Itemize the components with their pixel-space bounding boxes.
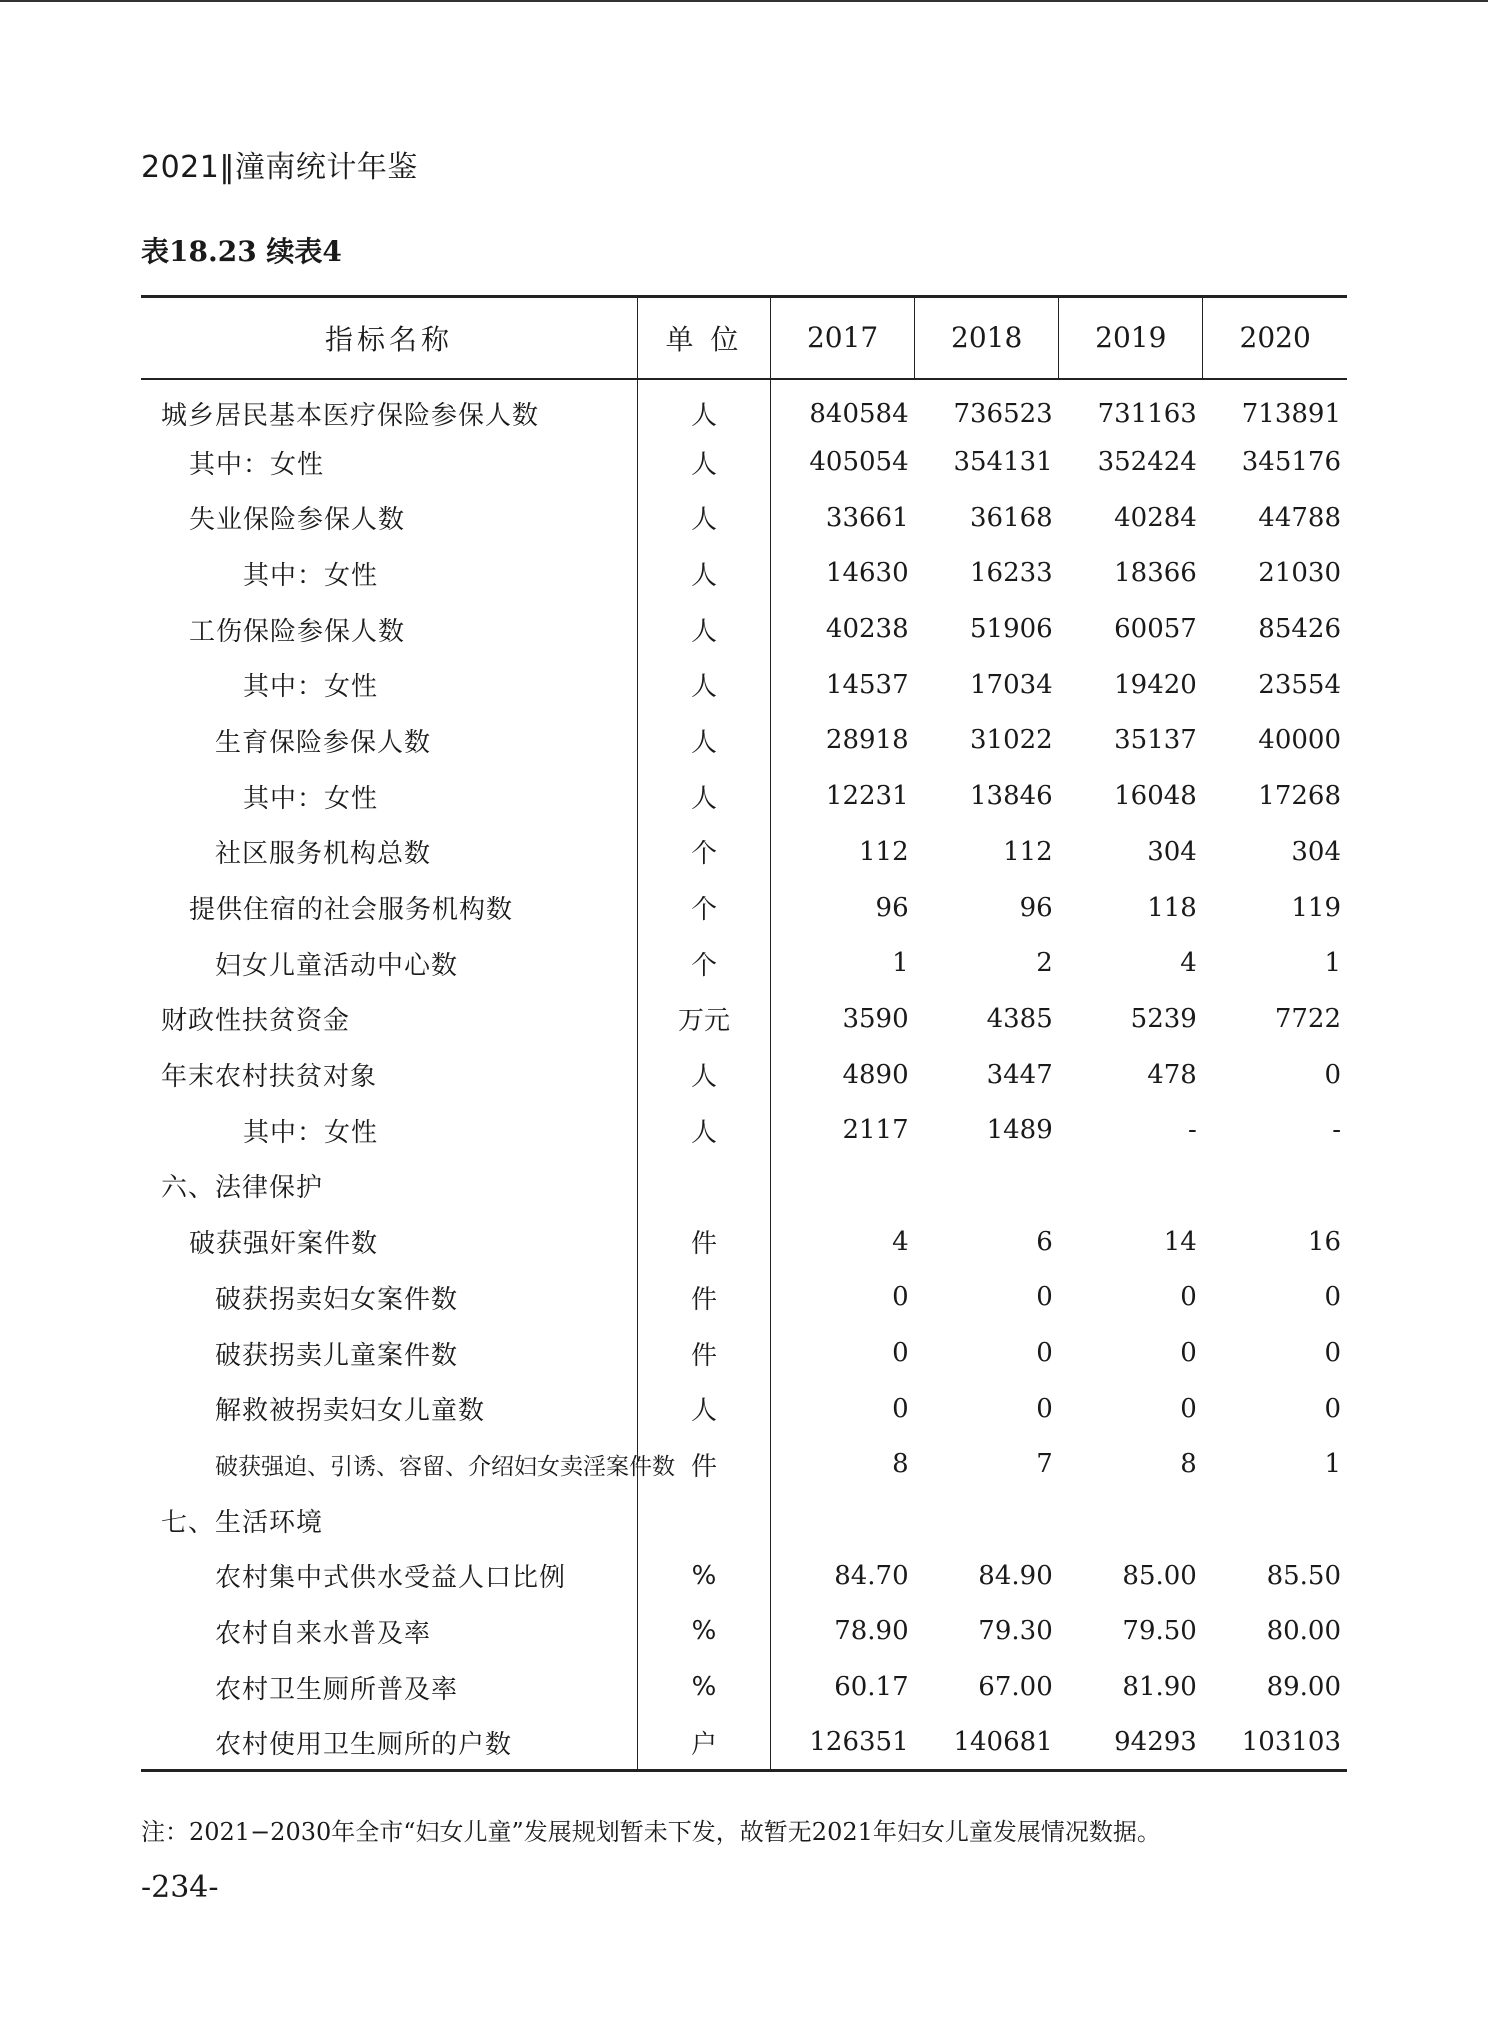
cell-value-2020: 40000 [1258, 725, 1341, 756]
cell-value-2017: 28918 [825, 725, 909, 756]
cell-value-2017 [771, 1158, 915, 1214]
table-row [141, 713, 1347, 769]
cell-value-2018: 4385 [986, 1003, 1053, 1034]
cell-value-2018: 3447 [986, 1059, 1053, 1090]
cell-value-2018: 67.00 [978, 1672, 1053, 1703]
cell-value-2018: 354131 [953, 447, 1053, 478]
cell-value-2019: 94293 [1059, 1715, 1203, 1771]
cell-value-2020 [1203, 1158, 1347, 1214]
table-row [141, 1492, 1347, 1548]
cell-value-2018: 16233 [970, 558, 1053, 589]
cell-value-2017: 0 [892, 1393, 909, 1424]
page-number: -234- [141, 1870, 219, 1905]
cell-value-2019: 81.90 [1122, 1672, 1197, 1703]
top-rule [0, 0, 1488, 2]
cell-value-2017: 126351 [771, 1715, 915, 1771]
table-row [141, 1659, 1347, 1715]
row-unit: % [637, 1659, 770, 1715]
cell-value-2020: 89.00 [1266, 1672, 1341, 1703]
row-unit [637, 1492, 770, 1548]
row-label: 工伤保险参保人数 [189, 616, 406, 647]
row-unit: 件 [637, 1325, 770, 1381]
table-header-row [141, 297, 1347, 379]
row-label: 年末农村扶贫对象 [161, 1062, 378, 1093]
row-unit: 人 [637, 490, 770, 546]
statistics-table-container [141, 295, 1347, 1772]
cell-value-2018 [915, 1492, 1059, 1548]
column-header-unit: 单 位 [637, 297, 770, 379]
table-row [141, 379, 1347, 435]
cell-value-2020: 0 [1324, 1059, 1341, 1090]
row-label: 失业保险参保人数 [189, 505, 406, 536]
row-label: 社区服务机构总数 [215, 839, 432, 870]
cell-value-2020: 0 [1324, 1393, 1341, 1424]
row-label: 破获强迫、引诱、容留、介绍妇女卖淫案件数 [215, 1453, 675, 1480]
table-row [141, 1214, 1347, 1270]
row-label: 城乡居民基本医疗保险参保人数 [161, 401, 540, 432]
table-row [141, 1270, 1347, 1326]
row-unit: 人 [637, 1102, 770, 1158]
cell-value-2018: 140681 [915, 1715, 1059, 1771]
table-row [141, 768, 1347, 824]
table-row [141, 657, 1347, 713]
cell-value-2019: 85.00 [1122, 1560, 1197, 1591]
cell-value-2017: 14537 [825, 669, 909, 700]
row-unit: 个 [637, 880, 770, 936]
cell-value-2020: 0 [1324, 1338, 1341, 1369]
cell-value-2017: 96 [875, 892, 909, 923]
running-header: 2021‖潼南统计年鉴 [141, 150, 418, 185]
cell-value-2018: 6 [1036, 1226, 1053, 1257]
table-row [141, 546, 1347, 602]
cell-value-2017: 4 [892, 1226, 909, 1257]
row-unit: 人 [637, 713, 770, 769]
cell-value-2020: 16 [1307, 1226, 1341, 1257]
cell-value-2018: 36168 [970, 502, 1053, 533]
row-unit: 件 [637, 1214, 770, 1270]
row-label: 其中：女性 [189, 449, 325, 480]
row-label: 六、法律保护 [161, 1173, 324, 1204]
column-header-name: 指标名称 [141, 297, 637, 379]
cell-value-2020: 85.50 [1266, 1560, 1341, 1591]
cell-value-2017: 78.90 [834, 1616, 909, 1647]
cell-value-2018: 736523 [953, 398, 1053, 429]
cell-value-2018: 51906 [970, 614, 1053, 645]
cell-value-2019: - [1188, 1115, 1197, 1146]
row-unit: 万元 [637, 991, 770, 1047]
cell-value-2017: 3590 [842, 1003, 909, 1034]
cell-value-2017: 14630 [825, 558, 909, 589]
cell-value-2019: 8 [1180, 1449, 1197, 1480]
row-unit: 人 [637, 379, 770, 435]
column-header-year: 2019 [1059, 297, 1203, 379]
cell-value-2019: 19420 [1114, 669, 1197, 700]
table-row [141, 1548, 1347, 1604]
row-unit: 件 [637, 1270, 770, 1326]
cell-value-2020: 80.00 [1266, 1616, 1341, 1647]
cell-value-2017: 405054 [809, 447, 909, 478]
cell-value-2017: 60.17 [834, 1672, 909, 1703]
cell-value-2018: 31022 [970, 725, 1053, 756]
row-label: 其中：女性 [243, 560, 379, 591]
row-label: 农村自来水普及率 [215, 1618, 432, 1649]
cell-value-2020: 7722 [1274, 1003, 1341, 1034]
row-label: 其中：女性 [243, 783, 379, 814]
row-unit: 人 [637, 601, 770, 657]
cell-value-2018: 13846 [970, 781, 1053, 812]
cell-value-2019: 60057 [1114, 614, 1197, 645]
cell-value-2018: 112 [1003, 836, 1053, 867]
row-label: 妇女儿童活动中心数 [215, 950, 459, 981]
cell-value-2019: 0 [1180, 1393, 1197, 1424]
row-unit: 人 [637, 1381, 770, 1437]
cell-value-2018: 79.30 [978, 1616, 1053, 1647]
row-label: 解救被拐卖妇女儿童数 [215, 1396, 486, 1427]
row-unit: 件 [637, 1437, 770, 1493]
cell-value-2020: 85426 [1258, 614, 1341, 645]
row-label: 农村卫生厕所普及率 [215, 1674, 459, 1705]
cell-value-2019: 79.50 [1122, 1616, 1197, 1647]
cell-value-2017: 4890 [842, 1059, 909, 1090]
row-label: 其中：女性 [243, 1117, 379, 1148]
cell-value-2020: 345176 [1241, 447, 1341, 478]
cell-value-2019: 18366 [1114, 558, 1197, 589]
row-label: 财政性扶贫资金 [161, 1006, 351, 1037]
cell-value-2017: 84.70 [834, 1560, 909, 1591]
cell-value-2019: 16048 [1114, 781, 1197, 812]
cell-value-2017: 40238 [825, 614, 909, 645]
row-label: 农村使用卫生厕所的户数 [141, 1715, 637, 1771]
table-row [141, 991, 1347, 1047]
cell-value-2017: 12231 [825, 781, 909, 812]
table-row [141, 1325, 1347, 1381]
cell-value-2019: 118 [1147, 892, 1197, 923]
table-row [141, 1102, 1347, 1158]
table-row [141, 1604, 1347, 1660]
cell-value-2018: 96 [1019, 892, 1053, 923]
cell-value-2017: 112 [858, 836, 909, 867]
cell-value-2018 [915, 1158, 1059, 1214]
row-unit: 个 [637, 824, 770, 880]
cell-value-2017: 0 [892, 1338, 909, 1369]
cell-value-2020: 23554 [1258, 669, 1341, 700]
cell-value-2020: 17268 [1258, 781, 1341, 812]
cell-value-2017: 8 [892, 1449, 909, 1480]
row-unit: % [637, 1548, 770, 1604]
cell-value-2020: 1 [1324, 948, 1341, 979]
cell-value-2019: 35137 [1114, 725, 1197, 756]
row-unit: 人 [637, 1047, 770, 1103]
row-label: 破获强奸案件数 [189, 1229, 379, 1260]
cell-value-2017: 0 [892, 1282, 909, 1313]
row-unit: 人 [637, 657, 770, 713]
table-row [141, 434, 1347, 490]
cell-value-2020: 103103 [1203, 1715, 1347, 1771]
cell-value-2019: 478 [1147, 1059, 1197, 1090]
cell-value-2019: 0 [1180, 1282, 1197, 1313]
table-row [141, 880, 1347, 936]
cell-value-2020: 304 [1291, 836, 1341, 867]
cell-value-2020: - [1332, 1115, 1341, 1146]
row-unit: 个 [637, 935, 770, 991]
cell-value-2020: 0 [1324, 1282, 1341, 1313]
cell-value-2020: 44788 [1258, 502, 1341, 533]
row-label: 其中：女性 [243, 672, 379, 703]
table-row [141, 1047, 1347, 1103]
cell-value-2019: 352424 [1097, 447, 1197, 478]
row-unit: 人 [637, 434, 770, 490]
cell-value-2018: 1489 [986, 1115, 1053, 1146]
cell-value-2019 [1059, 1158, 1203, 1214]
cell-value-2018: 0 [1036, 1393, 1053, 1424]
cell-value-2019: 4 [1180, 948, 1197, 979]
table-row [141, 490, 1347, 546]
cell-value-2018: 17034 [970, 669, 1053, 700]
cell-value-2017: 840584 [809, 398, 909, 429]
column-header-year: 2017 [771, 297, 915, 379]
statistics-table [141, 295, 1347, 1772]
row-label: 农村集中式供水受益人口比例 [215, 1563, 567, 1594]
table-row [141, 601, 1347, 657]
cell-value-2018: 0 [1036, 1338, 1053, 1369]
row-label: 生育保险参保人数 [215, 727, 432, 758]
row-unit: % [637, 1604, 770, 1660]
table-title: 表18.23 续表4 [141, 235, 342, 268]
row-unit: 人 [637, 546, 770, 602]
table-row [141, 1381, 1347, 1437]
cell-value-2018: 84.90 [978, 1560, 1053, 1591]
column-header-year: 2018 [915, 297, 1059, 379]
table-row [141, 935, 1347, 991]
row-label: 破获拐卖儿童案件数 [215, 1340, 459, 1371]
table-row [141, 1158, 1347, 1214]
cell-value-2017: 2117 [842, 1115, 909, 1146]
cell-value-2017 [771, 1492, 915, 1548]
cell-value-2017: 1 [892, 948, 909, 979]
row-unit [637, 1158, 770, 1214]
cell-value-2019: 304 [1147, 836, 1197, 867]
cell-value-2019: 14 [1163, 1226, 1197, 1257]
cell-value-2018: 7 [1036, 1449, 1053, 1480]
table-row [141, 824, 1347, 880]
row-label: 七、生活环境 [161, 1507, 324, 1538]
table-row [141, 1715, 1347, 1771]
table-row [141, 1437, 1347, 1493]
cell-value-2017: 33661 [825, 502, 909, 533]
cell-value-2019: 40284 [1114, 502, 1197, 533]
cell-value-2019: 731163 [1097, 398, 1197, 429]
column-header-year: 2020 [1203, 297, 1347, 379]
row-unit: 户 [637, 1715, 770, 1771]
cell-value-2018: 0 [1036, 1282, 1053, 1313]
cell-value-2020: 1 [1324, 1449, 1341, 1480]
row-unit: 人 [637, 768, 770, 824]
cell-value-2020: 119 [1291, 892, 1341, 923]
row-label: 提供住宿的社会服务机构数 [189, 895, 514, 926]
cell-value-2018: 2 [1036, 948, 1053, 979]
cell-value-2020: 21030 [1258, 558, 1341, 589]
cell-value-2020: 713891 [1241, 398, 1341, 429]
cell-value-2019: 0 [1180, 1338, 1197, 1369]
footnote: 注：2021−2030年全市“妇女儿童”发展规划暂未下发，故暂无2021年妇女儿童发展情况数据。 [141, 1818, 1161, 1846]
row-label: 破获拐卖妇女案件数 [215, 1284, 459, 1315]
cell-value-2019 [1059, 1492, 1203, 1548]
cell-value-2019: 5239 [1130, 1003, 1197, 1034]
cell-value-2020 [1203, 1492, 1347, 1548]
